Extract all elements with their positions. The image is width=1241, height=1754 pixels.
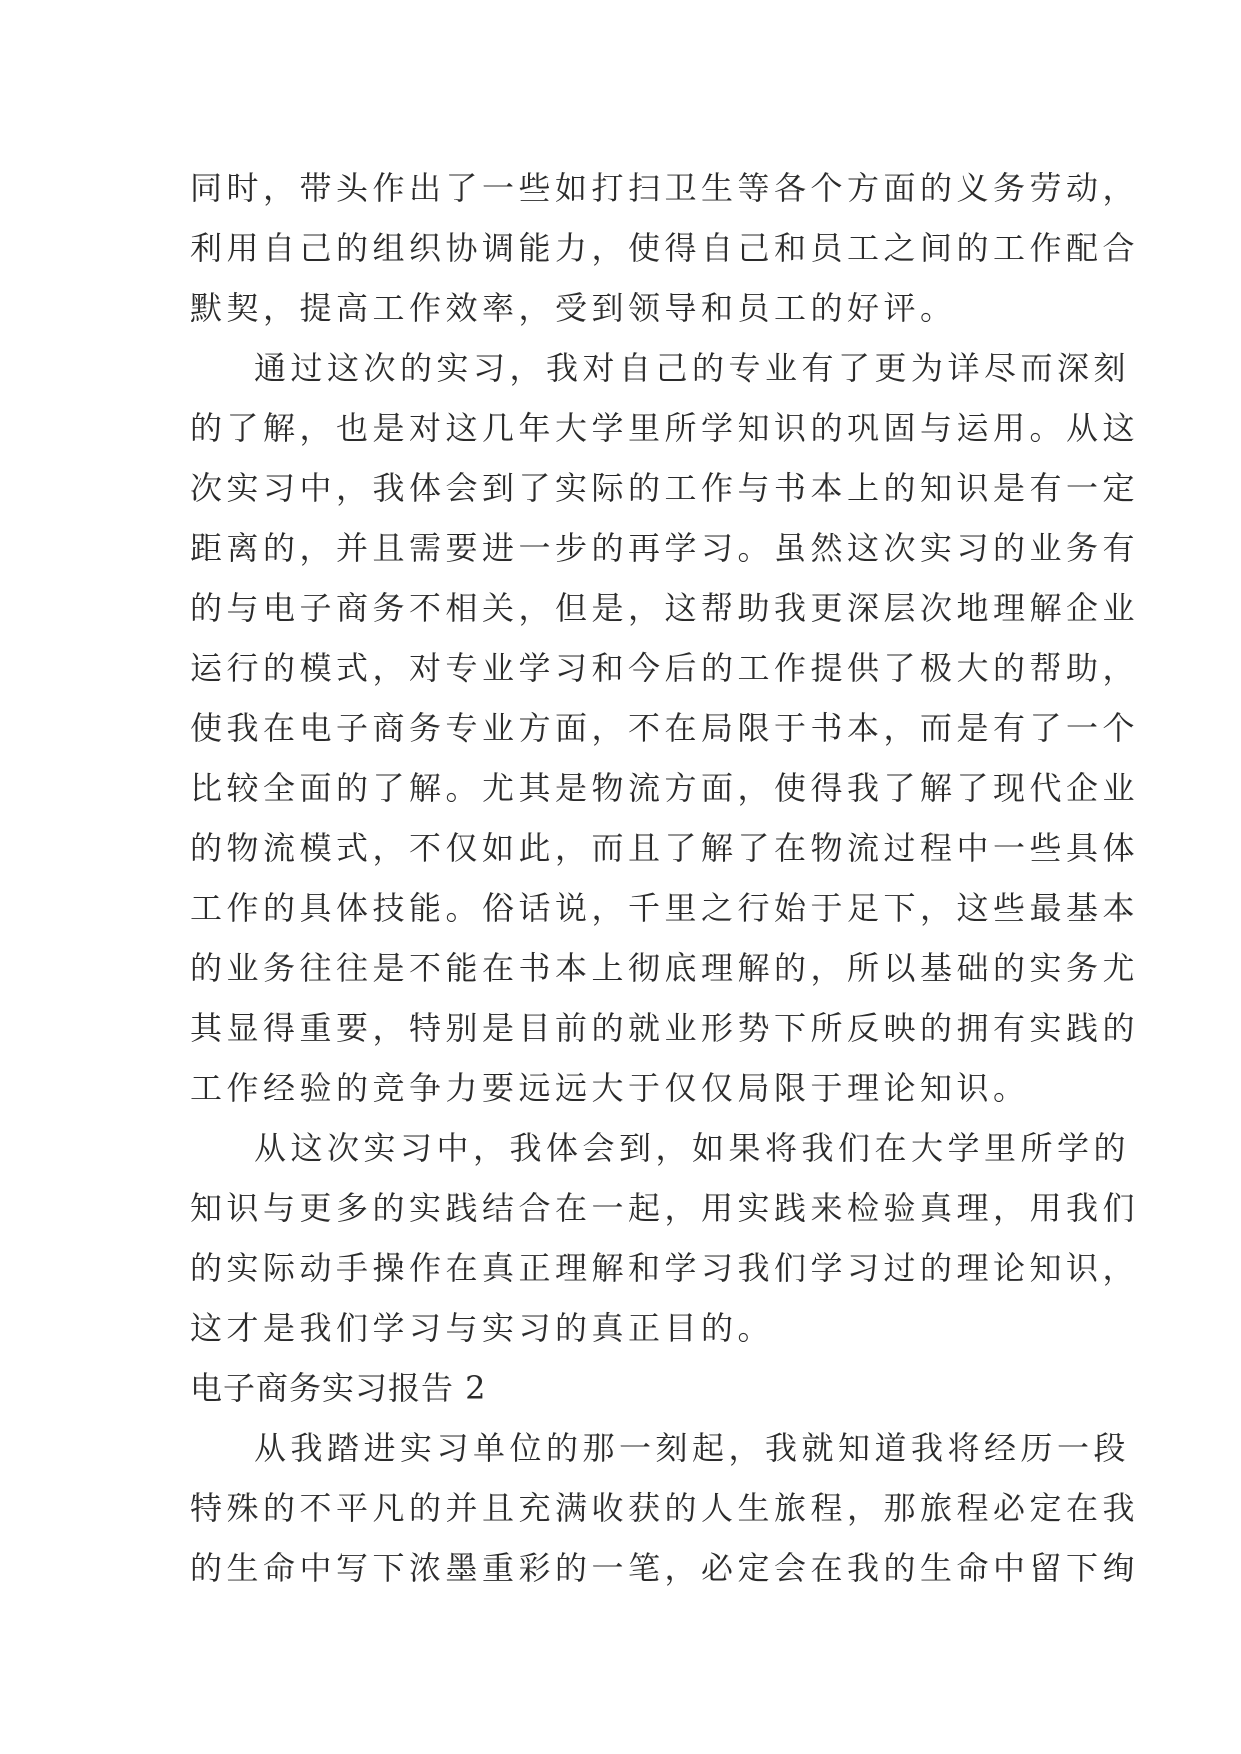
text-line: 的实际动手操作在真正理解和学习我们学习过的理论知识， <box>190 1249 1140 1287</box>
text-line: 利用自己的组织协调能力，使得自己和员工之间的工作配合 <box>190 229 1140 267</box>
text-line: 其显得重要，特别是目前的就业形势下所反映的拥有实践的 <box>190 1009 1140 1047</box>
text-line: 的了解，也是对这几年大学里所学知识的巩固与运用。从这 <box>190 409 1140 447</box>
text-line: 工作的具体技能。俗话说，千里之行始于足下，这些最基本 <box>190 889 1140 927</box>
text-line: 工作经验的竞争力要远远大于仅仅局限于理论知识。 <box>190 1069 1030 1107</box>
text-line: 知识与更多的实践结合在一起，用实践来检验真理，用我们 <box>190 1189 1140 1227</box>
text-line: 的业务往往是不能在书本上彻底理解的，所以基础的实务尤 <box>190 949 1140 987</box>
text-line: 同时，带头作出了一些如打扫卫生等各个方面的义务劳动， <box>190 169 1140 207</box>
text-line: 距离的，并且需要进一步的再学习。虽然这次实习的业务有 <box>190 529 1140 567</box>
paragraph-start-line: 通过这次的实习，我对自己的专业有了更为详尽而深刻 <box>254 349 1131 387</box>
paragraph-start-line: 从这次实习中，我体会到，如果将我们在大学里所学的 <box>254 1129 1131 1167</box>
text-line: 次实习中，我体会到了实际的工作与书本上的知识是有一定 <box>190 469 1140 507</box>
text-line: 的与电子商务不相关，但是，这帮助我更深层次地理解企业 <box>190 589 1140 627</box>
text-line: 这才是我们学习与实习的真正目的。 <box>190 1309 775 1347</box>
text-line: 使我在电子商务专业方面，不在局限于书本，而是有了一个 <box>190 709 1140 747</box>
text-line: 默契，提高工作效率，受到领导和员工的好评。 <box>190 289 957 327</box>
section-heading: 电子商务实习报告 2 <box>190 1369 487 1407</box>
paragraph-start-line: 从我踏进实习单位的那一刻起，我就知道我将经历一段 <box>254 1429 1131 1467</box>
text-line: 运行的模式，对专业学习和今后的工作提供了极大的帮助， <box>190 649 1140 687</box>
text-line: 特殊的不平凡的并且充满收获的人生旅程，那旅程必定在我 <box>190 1489 1140 1527</box>
text-line: 比较全面的了解。尤其是物流方面，使得我了解了现代企业 <box>190 769 1140 807</box>
text-line: 的生命中写下浓墨重彩的一笔，必定会在我的生命中留下绚 <box>190 1549 1140 1587</box>
text-line: 的物流模式，不仅如此，而且了解了在物流过程中一些具体 <box>190 829 1140 867</box>
